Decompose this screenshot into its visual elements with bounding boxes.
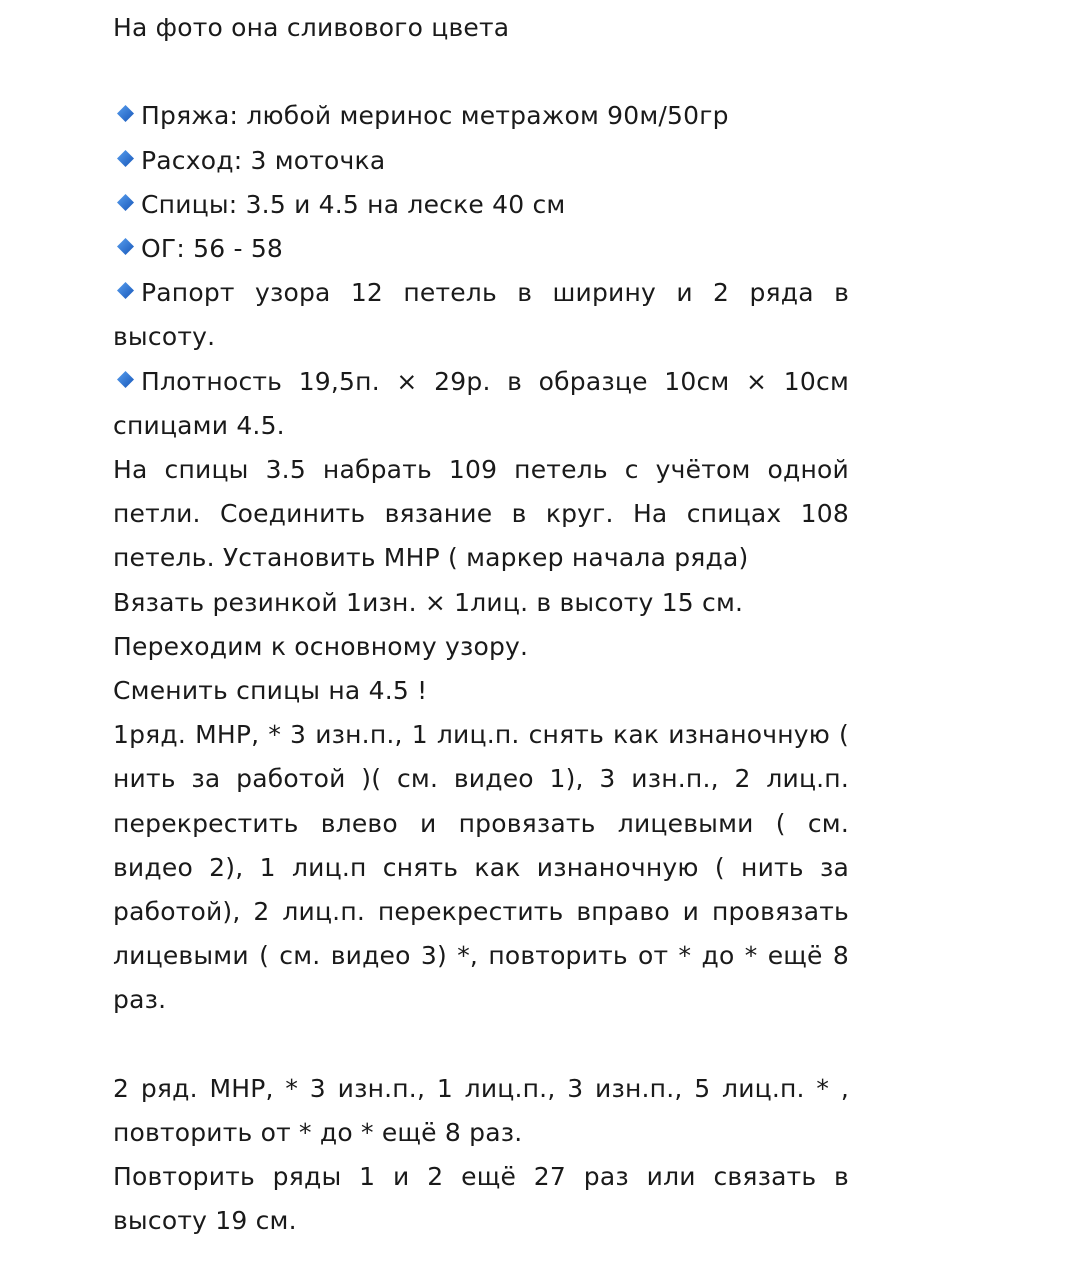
intro-line: На фото она сливового цвета	[113, 13, 510, 42]
spec-item-gauge	[113, 360, 849, 448]
instruction-main-pattern: Переходим к основному узору.	[113, 631, 529, 661]
blue-diamond-icon	[117, 282, 134, 299]
spec-item-yarn	[113, 94, 849, 138]
blank-line	[113, 1023, 849, 1067]
blue-diamond-icon	[117, 150, 134, 167]
spec-item-consumption	[113, 139, 849, 183]
spec-item-pattern-repeat	[113, 271, 849, 359]
spec-text: Расход: 3 моточка	[141, 145, 386, 175]
spec-text: Пряжа: любой меринос метражом 90м/50гр	[141, 101, 729, 131]
blue-diamond-icon	[117, 238, 134, 255]
spec-item-needles	[113, 183, 849, 227]
instruction-row-2: 2 ряд. МНР, * 3 изн.п., 1 лиц.п., 3 изн.п., 5 лиц.п. * , повторить от * до * ещё 8 раз.	[113, 1073, 849, 1148]
blue-diamond-icon	[117, 371, 134, 388]
instruction-row-1: 1ряд. МНР, * 3 изн.п., 1 лиц.п. снять как изнаночную ( нить за работой )( см. видео 1), 3 изн.п., 2 лиц.п. перекрестить влево и провязать лицевыми ( см. видео 2), 1 лиц.п снять как изнаночную ( нить за работой), 2 лиц.п. перекрестить вправо и провязать лицевыми ( см. видео 3) *, повторить от * до * ещё 8 раз.	[113, 720, 849, 1015]
blue-diamond-icon	[117, 105, 134, 122]
instruction-change-needles: Сменить спицы на 4.5 !	[113, 676, 428, 706]
spec-text: Рапорт узора 12 петель в ширину и 2 ряда в высоту.	[113, 278, 849, 352]
spec-item-head-size	[113, 227, 849, 271]
instruction-repeat: Повторить ряды 1 и 2 ещё 27 раз или связать в высоту 19 см.	[113, 1162, 849, 1236]
blue-diamond-icon	[117, 194, 134, 211]
spec-text: ОГ: 56 - 58	[141, 233, 284, 263]
document-body	[113, 6, 849, 1244]
spec-text: Спицы: 3.5 и 4.5 на леске 40 см	[141, 189, 566, 219]
spec-text: Плотность 19,5п. × 29р. в образце 10см × 10см спицами 4.5.	[113, 366, 849, 440]
instruction-ribbing: Вязать резинкой 1изн. × 1лиц. в высоту 15 см.	[113, 587, 744, 617]
instruction-cast-on: На спицы 3.5 набрать 109 петель с учётом одной петли. Соединить вязание в круг. На спицах 108 петель. Установить МНР ( маркер начала ряда)	[113, 455, 849, 573]
blank-line	[113, 50, 849, 94]
